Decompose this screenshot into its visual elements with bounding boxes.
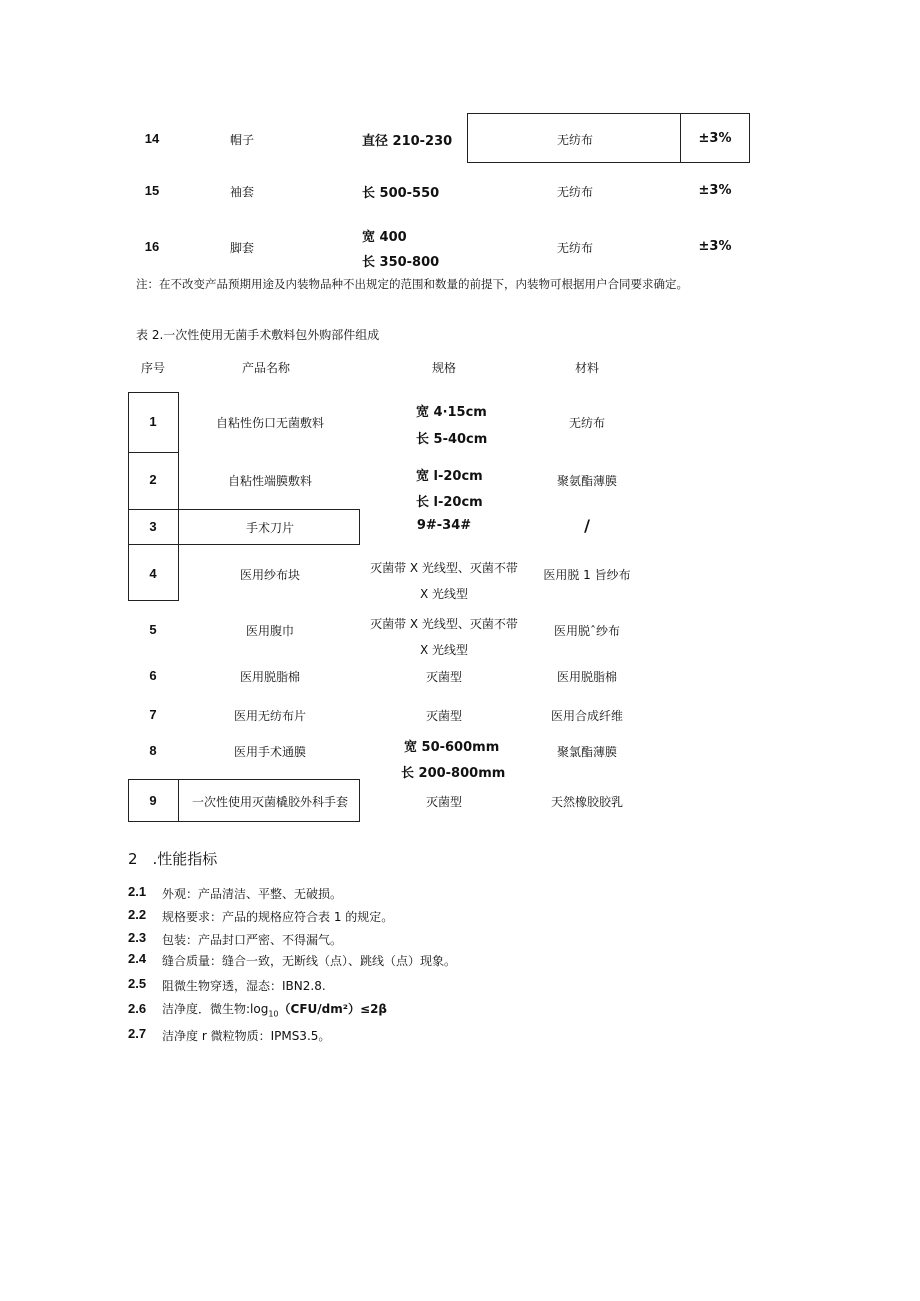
table2-row-spec: 宽 50-600mm [404,740,500,755]
spec-item-number: 2.2 [128,907,147,922]
table1-row-tolerance: ±3% [698,131,732,146]
table2-row-name: 一次性使用灭菌橇胶外科手套 [191,795,348,809]
table1-row-spec: 宽 400 [362,230,407,245]
table2-row-no: 6 [149,668,157,683]
table2-row-material: 医用合成纤维 [550,709,623,723]
table2-row-no: 4 [149,566,157,581]
table1-row-material: 无纺布 [556,185,593,199]
table1-row-no: 14 [144,131,160,146]
table2-row-spec: 灭菌型 [425,795,462,809]
table2-row-spec: 灭菌带 X 光线型、灭菌不带 [370,561,518,575]
spec-item-number: 2.5 [128,976,147,991]
table2-header-no: 序号 [140,361,165,375]
table2-row-material: 医用脱脂棉 [556,670,617,684]
spec-item-text: 缝合质量：缝合一致，无断线（点）、跳线（点）现象。 [162,954,457,968]
spec-item-number: 2.4 [128,951,147,966]
table2-row-no: 1 [149,414,157,429]
table2-row-material: 聚氯酯薄膜 [556,745,617,759]
table2-row-name: 自粘性端膜敷料 [227,474,312,488]
table1-row-material: 无纺布 [556,241,593,255]
table1-row-material: 无纺布 [556,133,593,147]
table2-row-material: 医用脱 1 旨纱布 [543,568,631,582]
table2-row-spec: 宽 l-20cm [416,469,483,484]
table2-row-spec: X 光线型 [419,643,469,657]
table1-row-name: 袖套 [229,185,254,199]
table2-row-name: 医用纱布块 [239,568,300,582]
table1-row-spec: 长 500-550 [362,186,440,201]
spec-item-number: 2.6 [128,1001,147,1016]
table2-row-material: / [584,516,590,535]
spec-item-text: 外观：产品清洁、平整、无破损。 [162,887,343,901]
table1-row-tolerance: ±3% [698,239,732,254]
table2-row-material: 医用脱ˆ纱布 [553,624,620,638]
spec-item-text-sub: 10 [268,1009,279,1019]
table2-divider [128,509,179,510]
spec-item-text: 包装：产品封口严密、不得漏气。 [162,933,343,947]
spec-item-number: 2.1 [128,884,147,899]
table2-divider [178,779,179,822]
table1-row-name: 帽子 [229,133,254,147]
table2-divider [128,544,179,545]
table2-caption: 表 2.一次性使用无菌手术敷料包外购部件组成 [136,328,380,342]
spec-item-text: 阻微生物穿透，湿态：IBN2.8. [162,979,326,993]
table2-divider [128,452,179,453]
table2-row-spec: 9#-34# [416,518,472,533]
table1-row-name: 脚套 [229,241,254,255]
table2-row-no: 9 [149,793,157,808]
table1-row-no: 15 [144,183,160,198]
table2-row-no: 3 [149,519,157,534]
table2-header-name: 产品名称 [241,361,290,375]
table2-row-material: 聚氨酯薄膜 [556,474,617,488]
table2-row-spec: 灭菌型 [425,670,462,684]
table2-row-spec: 灭菌型 [425,709,462,723]
table1-row-spec: 长 350-800 [362,255,440,270]
table2-row-spec: 长 5-40cm [416,432,488,447]
spec-item-text: 规格要求：产品的规格应符合表 1 的规定。 [162,910,394,924]
table2-row-no: 8 [149,743,157,758]
table2-row-material: 天然橡胶胶乳 [550,795,623,809]
spec-item-text: 洁净度 r 微粒物质：IPMS3.5。 [162,1029,331,1043]
table1-row-tolerance: ±3% [698,183,732,198]
spec-item-text-pre: 洁净度．微生物:log [162,1002,269,1016]
table2-row-no: 7 [149,707,157,722]
table2-row-spec: 灭菌带 X 光线型、灭菌不带 [370,617,518,631]
table2-row-spec: 宽 4·15cm [416,405,487,420]
table2-row-name: 自粘性伤口无菌敷料 [215,416,324,430]
table2-row-no: 2 [149,472,157,487]
table1-row-spec: 直径 210-230 [362,134,453,149]
table2-row-spec: 长 200-800mm [401,766,506,781]
table2-row-spec: X 光线型 [419,587,469,601]
spec-item-text [162,1000,387,1018]
spec-item-text-post: （CFU/dm²）≤2β [278,1002,388,1016]
table1-note: 注：在不改变产品预期用途及内装物品种不出规定的范围和数量的前提下，内装物可根据用户合同要求确定。 [136,277,688,291]
table2-row-spec: 长 l-20cm [416,495,483,510]
table2-header-material: 材料 [574,361,599,375]
table2-header-spec: 规格 [431,361,456,375]
table2-row-name: 医用脱脂棉 [239,670,300,684]
table2-row-name: 手术刀片 [245,521,294,535]
table2-row-no: 5 [149,622,157,637]
spec-item-number: 2.3 [128,930,147,945]
table2-row-material: 无纺布 [568,416,605,430]
spec-item-number: 2.7 [128,1026,147,1041]
table2-row-name: 医用无纺布片 [233,709,306,723]
table2-row-name: 医用腹巾 [245,624,294,638]
table2-row-name: 医用手术通膜 [233,745,306,759]
table1-row-no: 16 [144,239,160,254]
section-title: 2 .性能指标 [128,850,218,868]
